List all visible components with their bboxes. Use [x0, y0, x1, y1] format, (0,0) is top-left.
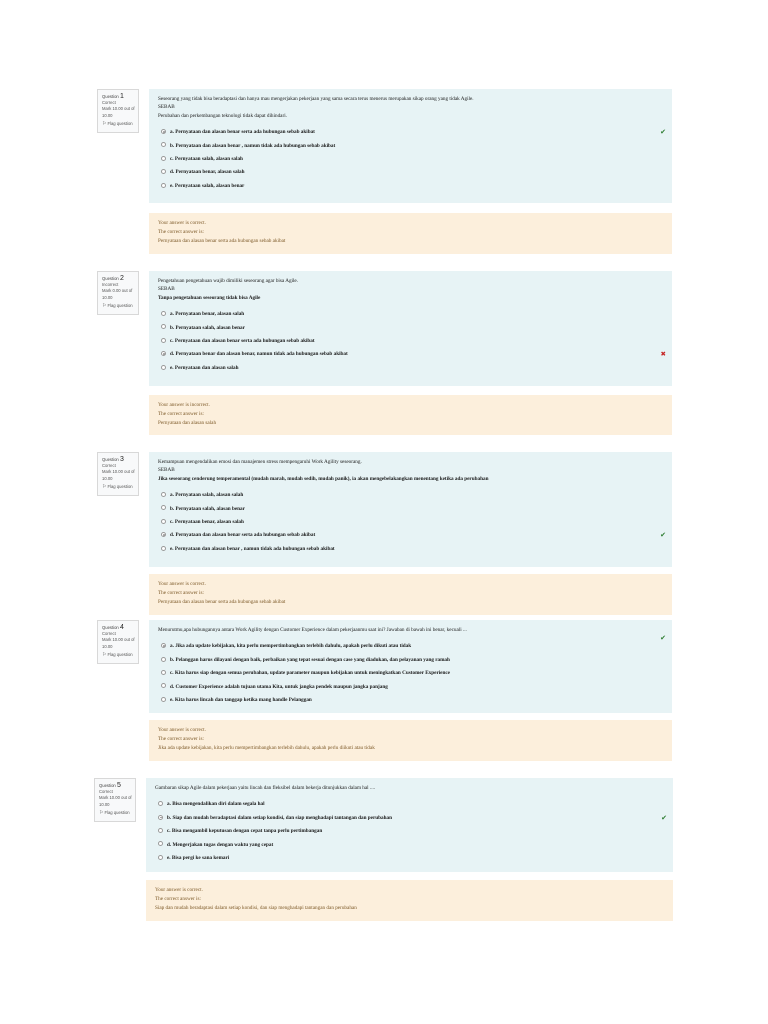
answer-option[interactable]: d. Customer Experience adalah tujuan utama Kita, untuk jangka pendek maupun jangka panjang	[158, 681, 663, 694]
flag-question-link[interactable]: ⚐Flag question	[99, 809, 130, 816]
answer-option[interactable]: b. Siap dan mudah beradaptasi dalam setiap kondisi, dan siap menghadapi tantangan dan perubahan ✔	[155, 812, 664, 825]
answer-option[interactable]: a. Pernyataan dan alasan benar serta ada hubungan sebab akibat ✔	[158, 126, 663, 139]
answer-option[interactable]: d. Mengerjakan tugas dengan waktu yang cepat	[155, 839, 664, 852]
question-grade: Mark 10.00 out of 10.00	[99, 795, 132, 807]
question-number: Question 5	[99, 782, 121, 789]
answer-option[interactable]: c. Pernyataan dan alasan benar serta ada hubungan sebab akibat	[158, 335, 663, 348]
flag-icon: ⚐	[102, 302, 107, 309]
flag-icon: ⚐	[102, 483, 107, 490]
radio-button[interactable]	[158, 815, 163, 820]
question-state: Correct	[102, 463, 116, 469]
question-text: SEBAB	[158, 104, 175, 111]
answer-option[interactable]: e. Kita harus lincah dan tanggap ketika mang handle Pelanggan	[158, 694, 663, 707]
radio-button[interactable]	[158, 828, 163, 833]
answer-option[interactable]: a. Jika ada update kebijakan, kita perlu mempertimbangkan terlebih dahulu, apakah perlu dikuti atau tidak ✔	[158, 640, 663, 653]
radio-button[interactable]	[161, 657, 166, 662]
question-text: Jika seseorang cenderung temperamental (mudah marah, mudah sedih, mudah panik), ia akan mengebelakangkan menentang ketika ada perubahan	[158, 475, 489, 482]
question-state: Correct	[102, 100, 116, 106]
question-text: Gambaran sikap Agile dalam pekerjaan yaitu lincah dan fleksibel dalam bekerja ditunjukkan dalam hal ....	[155, 785, 376, 791]
flag-icon: ⚐	[102, 120, 107, 127]
answer-option[interactable]: b. Pernyataan salah, alasan benar	[158, 503, 663, 516]
answer-option[interactable]: a. Pernyataan salah, alasan salah	[158, 489, 663, 502]
feedback-status: Your answer is correct.	[158, 727, 206, 733]
radio-button[interactable]	[161, 183, 166, 188]
feedback-status: Your answer is correct.	[158, 581, 206, 587]
answer-option[interactable]: c. Bisa mengambil keputusan dengan cepat tanpa perlu pertimbangan	[155, 825, 664, 838]
answer-option[interactable]: c. Pernyataan salah, alasan salah	[158, 153, 663, 166]
answer-options	[158, 634, 666, 707]
question-formulation	[149, 620, 672, 713]
question-number: Question 1	[102, 93, 124, 100]
correct-answer-text: Siap dan mudah beradaptasi dalam setiap kondisi, dan siap menghadapi tantangan dan perubahan	[155, 904, 357, 911]
question-state: Correct	[99, 789, 113, 795]
question-info	[97, 271, 139, 315]
answer-option[interactable]: e. Bisa pergi ke sana kemari	[155, 852, 664, 865]
correct-answer-label: The correct answer is:	[158, 736, 204, 743]
radio-button[interactable]	[158, 801, 163, 806]
question-info	[97, 89, 139, 133]
answer-option[interactable]: a. Pernyataan benar, alasan salah	[158, 308, 663, 321]
question-number: Question 3	[102, 456, 124, 463]
correct-check-icon: ✔	[661, 813, 667, 822]
feedback-status: Your answer is incorrect.	[158, 402, 210, 408]
answer-feedback	[149, 574, 672, 615]
correct-check-icon: ✔	[660, 634, 666, 643]
flag-question-link[interactable]: ⚐Flag question	[102, 483, 133, 490]
answer-option[interactable]: b. Pelanggan harus dilayani dengan baik, perbaikan yang tepat sesuai dengan case yang diadukan, dan pelayanan yang ramah	[158, 654, 663, 667]
answer-option[interactable]: d. Pernyataan benar, alasan salah	[158, 166, 663, 179]
answer-option[interactable]: d. Pernyataan dan alasan benar serta ada hubungan sebab akibat ✔	[158, 529, 663, 542]
correct-answer-label: The correct answer is:	[158, 590, 204, 597]
feedback-status: Your answer is correct.	[155, 887, 203, 893]
answer-feedback	[149, 720, 672, 761]
question-state: Incorrect	[102, 282, 119, 288]
question-text: Pengetahuan pengetahuan wajib dimiliki seseorang agar bisa Agile.	[158, 278, 299, 284]
answer-option[interactable]: c. Kita harus siap dengan semua perubahan, update parameter maupun kebijakan untuk meningkatkan Customer Experience	[158, 667, 663, 680]
answer-option[interactable]: d. Pernyataan benar dan alasan benar, namun tidak ada hubungan sebab akibat ✖	[158, 348, 663, 361]
answer-options	[158, 489, 666, 556]
answer-option[interactable]: b. Pernyataan dan alasan benar , namun tidak ada hubungan sebab akibat	[158, 140, 663, 153]
radio-button[interactable]	[161, 365, 166, 370]
question-grade: Mark 10.00 out of 10.00	[102, 106, 135, 118]
radio-button[interactable]	[161, 311, 166, 316]
flag-question-link[interactable]: ⚐Flag question	[102, 120, 133, 127]
question-number: Question 2	[102, 275, 124, 282]
correct-check-icon: ✔	[660, 531, 666, 540]
correct-check-icon: ✔	[660, 128, 666, 137]
correct-answer-label: The correct answer is:	[155, 896, 201, 903]
answer-option[interactable]: e. Pernyataan dan alasan salah	[158, 362, 663, 375]
correct-answer-text: Jika ada update kebijakan, kita perlu mempertimbangkan terlebih dahulu, apakah perlu diikuti atau tidak	[158, 744, 375, 751]
flag-question-link[interactable]: ⚐Flag question	[102, 651, 133, 658]
answer-feedback	[146, 880, 673, 921]
question-text: Kemampuan mengendalikan emosi dan manajemen stress mempengaruhi Work Agility seseorang.	[158, 459, 362, 465]
flag-icon: ⚐	[102, 651, 107, 658]
question-text: Seseorang yang tidak bisa beradaptasi dan hanya mau mengerjakan pekerjaan yang sama secara terus menerus merupakan sikap orang yang tidak Agile.	[158, 96, 474, 102]
incorrect-cross-icon: ✖	[660, 350, 666, 359]
answer-option[interactable]: e. Pernyataan salah, alasan benar	[158, 180, 663, 193]
radio-button[interactable]	[161, 351, 166, 356]
radio-button[interactable]	[161, 697, 166, 702]
radio-button[interactable]	[161, 129, 166, 134]
question-formulation	[149, 89, 672, 203]
answer-options	[155, 798, 667, 865]
radio-button[interactable]	[158, 855, 163, 860]
answer-feedback	[149, 395, 672, 435]
correct-answer-text: Pernyataan dan alasan benar serta ada hubungan sebab akibat	[158, 598, 286, 605]
answer-option[interactable]: b. Pernyataan salah, alasan benar	[158, 322, 663, 335]
correct-answer-label: The correct answer is:	[158, 411, 204, 418]
question-text: Tanpa pengetahuan seseorang tidak bisa Agile	[158, 294, 261, 301]
question-text: Menurutmu,apa hubungannya antara Work Agility dengan Customer Experience dalam pekerjaanmu saat ini? Jawaban di bawah ini benar, kecuali ...	[158, 627, 467, 633]
feedback-status: Your answer is correct.	[158, 220, 206, 226]
answer-option[interactable]: a. Bisa mengendalikan diri dalam segala hal	[155, 798, 664, 811]
question-grade: Mark 0.00 out of 10.00	[102, 288, 133, 300]
radio-button[interactable]	[161, 505, 166, 510]
question-number: Question 4	[102, 624, 124, 631]
radio-button[interactable]	[161, 519, 166, 524]
question-info	[94, 778, 136, 822]
radio-button[interactable]	[161, 683, 166, 688]
answer-option[interactable]: e. Pernyataan dan alasan benar , namun tidak ada hubungan sebab akibat	[158, 543, 663, 556]
answer-feedback	[149, 213, 672, 254]
correct-answer-label: The correct answer is:	[158, 229, 204, 236]
question-formulation	[149, 452, 672, 567]
question-state: Correct	[102, 631, 116, 637]
correct-answer-text: Pernyataan dan alasan benar serta ada hubungan sebab akibat	[158, 237, 286, 244]
question-text: SEBAB	[158, 467, 175, 474]
question-text: Perubahan dan perkembangan teknologi tidak dapat dihindari.	[158, 112, 287, 119]
answer-option[interactable]: c. Pernyataan benar, alasan salah	[158, 516, 663, 529]
question-info	[97, 452, 139, 496]
question-formulation	[146, 778, 673, 872]
radio-button[interactable]	[161, 492, 166, 497]
radio-button[interactable]	[161, 532, 166, 537]
question-grade: Mark 10.00 out of 10.00	[102, 637, 135, 649]
radio-button[interactable]	[161, 156, 166, 161]
correct-answer-text: Pernyataan dan alasan salah	[158, 419, 217, 426]
answer-options	[158, 308, 666, 375]
question-grade: Mark 10.00 out of 10.00	[102, 469, 135, 481]
radio-button[interactable]	[161, 169, 166, 174]
radio-button[interactable]	[161, 643, 166, 648]
question-info	[97, 620, 139, 664]
answer-options	[158, 126, 666, 193]
radio-button[interactable]	[161, 142, 166, 147]
question-formulation	[149, 271, 672, 386]
radio-button[interactable]	[158, 841, 163, 846]
flag-question-link[interactable]: ⚐Flag question	[102, 302, 133, 309]
flag-icon: ⚐	[99, 809, 104, 816]
radio-button[interactable]	[161, 670, 166, 675]
radio-button[interactable]	[161, 338, 166, 343]
radio-button[interactable]	[161, 546, 166, 551]
question-text: SEBAB	[158, 286, 175, 293]
radio-button[interactable]	[161, 324, 166, 329]
